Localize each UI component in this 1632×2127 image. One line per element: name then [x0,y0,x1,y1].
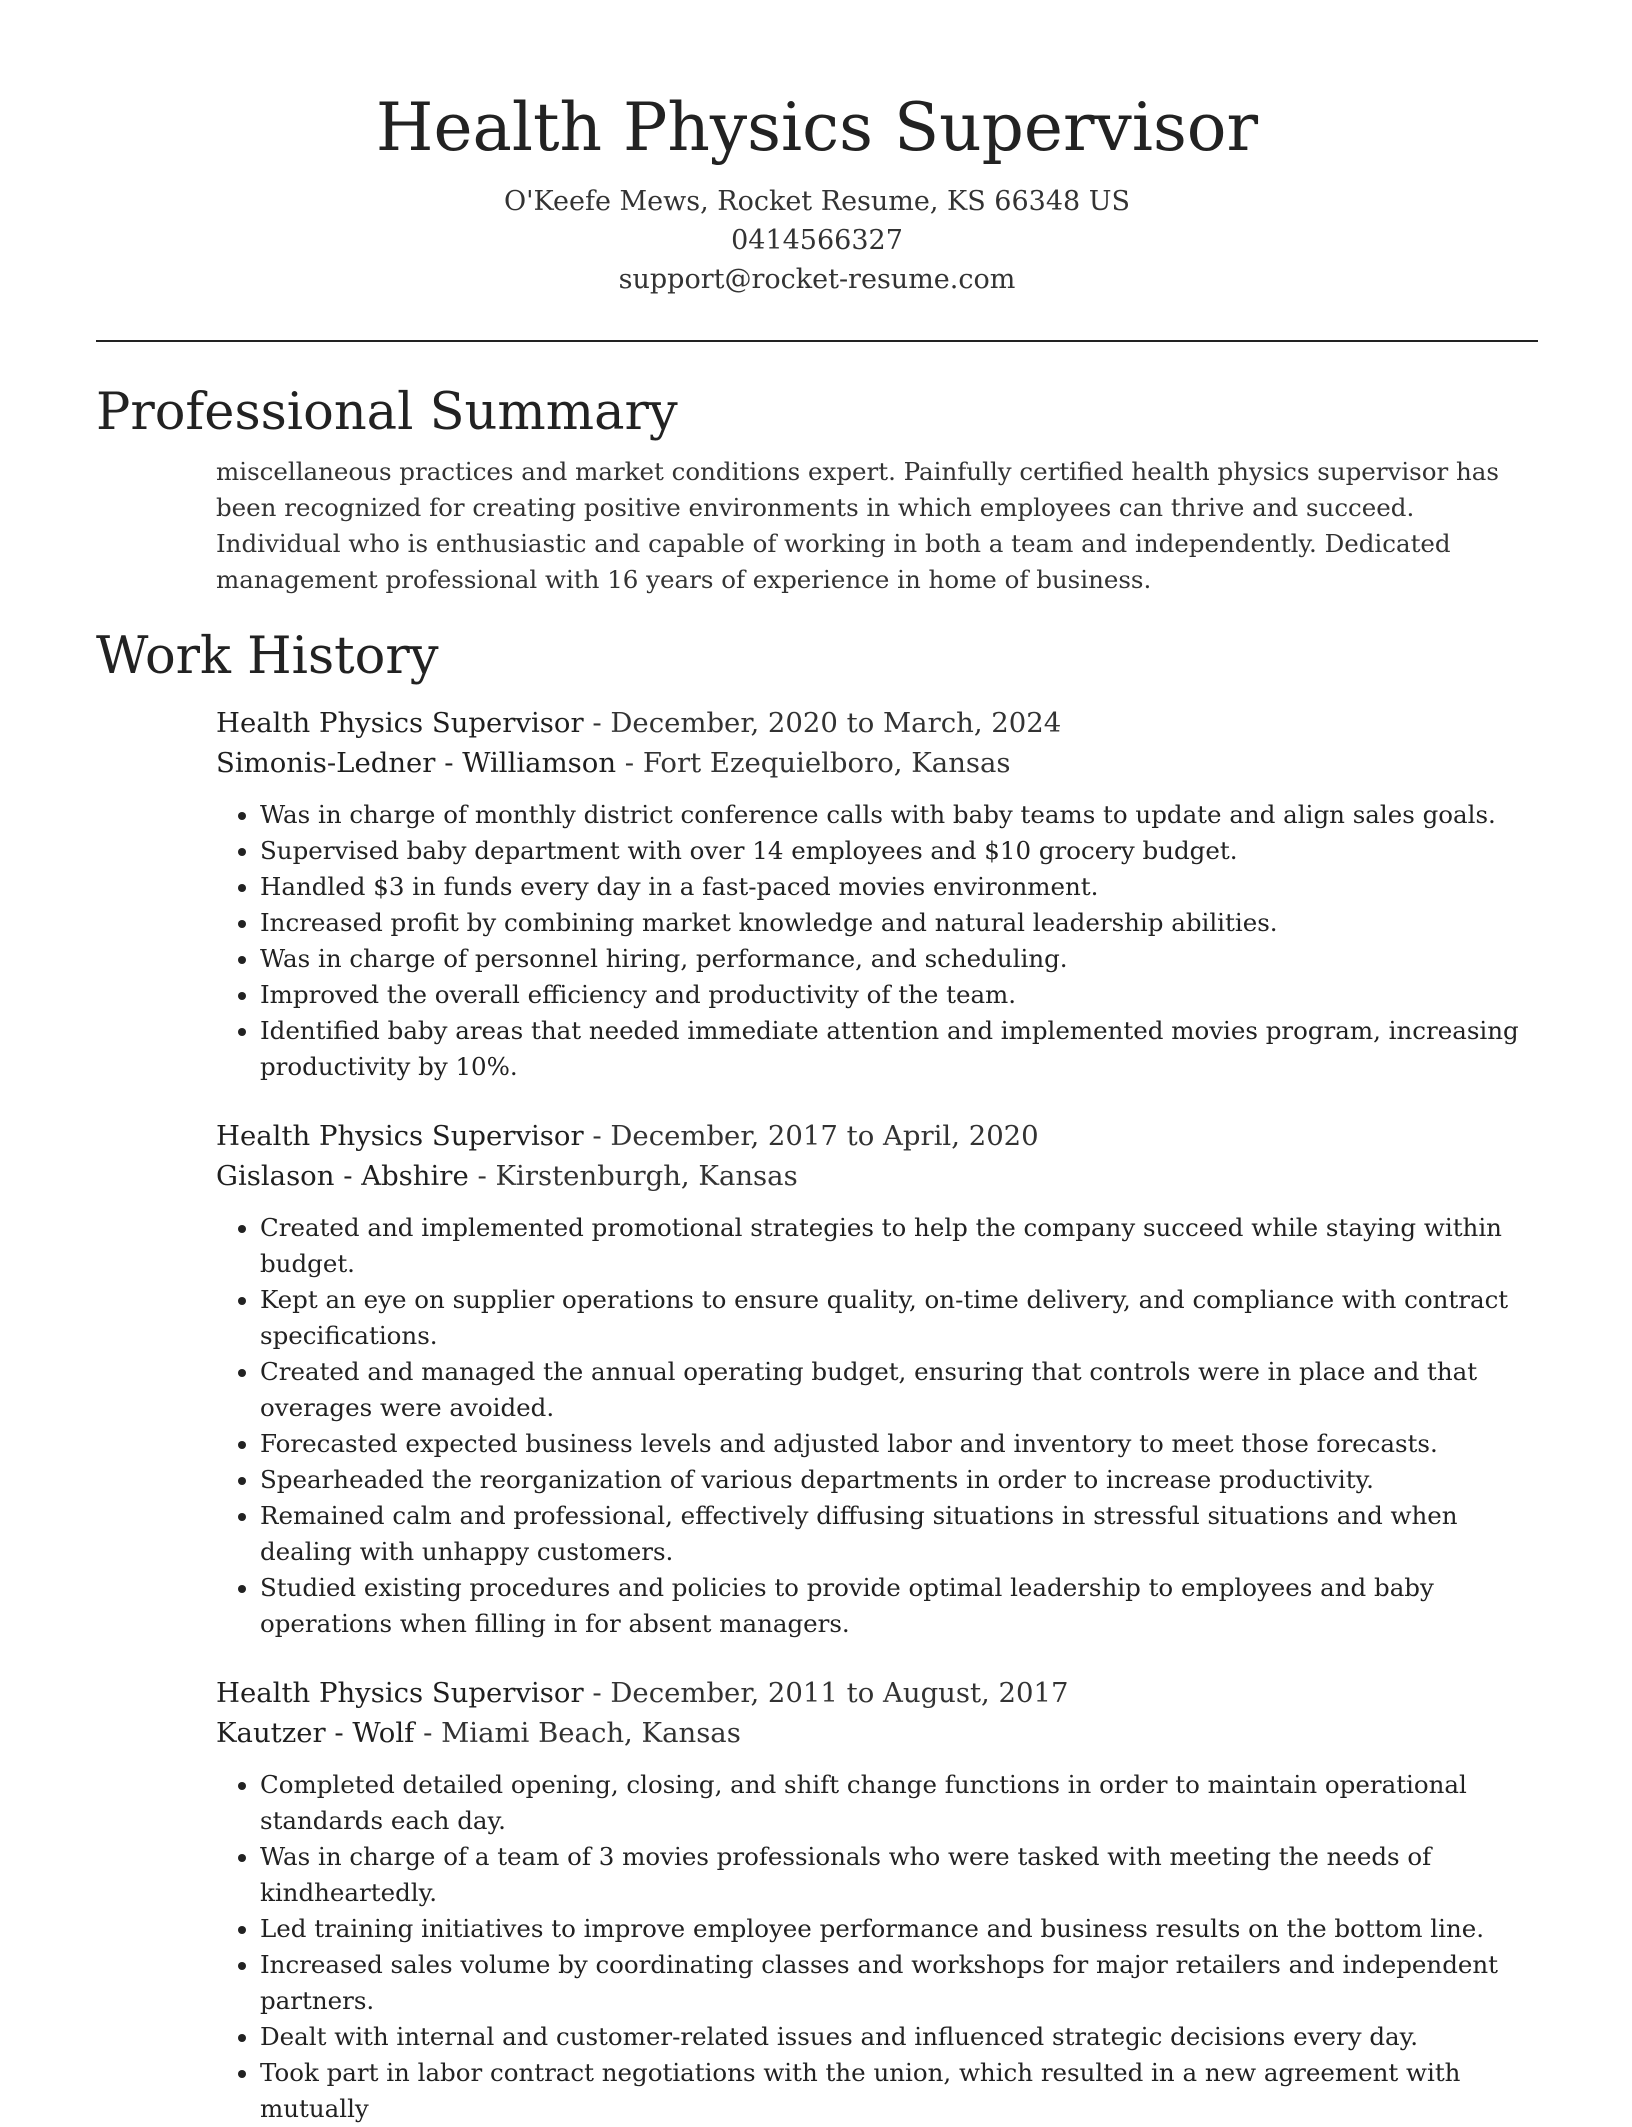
work-history-heading: Work History [96,627,439,686]
job-bullets [216,1210,1538,1642]
job-company-line: Simonis-Ledner - Williamson - Fort Ezequielboro, Kansas [216,746,1011,779]
address: O'Keefe Mews, Rocket Resume, KS 66348 US [503,186,1131,217]
phone: 0414566327 [731,225,903,256]
list-item: • Remained calm and professional, effectively diffusing situations in stressful situations and when dealing with unhappy customers. [260,1498,1538,1570]
job-company: Gislason - Abshire [216,1159,469,1192]
list-item: • Increased profit by combining market knowledge and natural leadership abilities. [260,905,1538,941]
email: support@rocket-resume.com [618,264,1016,295]
resume-header [96,0,1538,299]
list-item: • Was in charge of monthly district conference calls with baby teams to update and align sales goals. [260,797,1538,833]
list-item: • Improved the overall efficiency and productivity of the team. [260,977,1538,1013]
list-item: • Led training initiatives to improve employee performance and business results on the bottom line. [260,1911,1538,1947]
job-company: Simonis-Ledner - Williamson [216,746,617,779]
list-item: • Identified baby areas that needed immediate attention and implemented movies program, increasing productivity by 10%. [260,1013,1538,1085]
job-entry [216,704,1538,1085]
job-company: Kautzer - Wolf [216,1716,415,1749]
job-location: Kirstenburgh, Kansas [495,1159,798,1192]
contact-block [96,182,1538,299]
job-dates: December, 2011 to August, 2017 [610,1677,1069,1709]
summary-heading: Professional Summary [96,383,678,442]
job-location: Miami Beach, Kansas [441,1716,741,1749]
job-dates: December, 2017 to April, 2020 [610,1120,1039,1152]
list-item: • Handled $3 in funds every day in a fast-paced movies environment. [260,869,1538,905]
list-item: • Spearheaded the reorganization of various departments in order to increase productivity. [260,1462,1538,1498]
job-role: Health Physics Supervisor [216,707,584,739]
list-item: • Took part in labor contract negotiations with the union, which resulted in a new agreement with mutually [260,2055,1538,2127]
job-role: Health Physics Supervisor [216,1120,584,1152]
job-role: Health Physics Supervisor [216,1677,584,1709]
job-bullets [216,1767,1538,2127]
job-entry [216,1674,1538,2127]
candidate-name: Health Physics Supervisor [375,89,1259,166]
job-title-line: Health Physics Supervisor - December, 2011 to August, 2017 [216,1677,1069,1709]
job-company-line: Gislason - Abshire - Kirstenburgh, Kansas [216,1159,798,1192]
list-item: • Was in charge of a team of 3 movies professionals who were tasked with meeting the needs of kindheartedly. [260,1839,1538,1911]
job-company-line: Kautzer - Wolf - Miami Beach, Kansas [216,1716,741,1749]
list-item: • Dealt with internal and customer-related issues and influenced strategic decisions every day. [260,2019,1538,2055]
list-item: • Studied existing procedures and policies to provide optimal leadership to employees and baby operations when filling in for absent managers. [260,1570,1538,1642]
list-item: • Supervised baby department with over 14 employees and $10 grocery budget. [260,833,1538,869]
list-item: • Created and managed the annual operating budget, ensuring that controls were in place and that overages were avoided. [260,1354,1538,1426]
job-entry [216,1117,1538,1642]
list-item: • Increased sales volume by coordinating classes and workshops for major retailers and independent partners. [260,1947,1538,2019]
header-divider [96,340,1538,342]
summary-text: miscellaneous practices and market conditions expert. Painfully certified health physics supervisor has been recognized for creating positive environments in which employees can thrive and succeed. Individual who is enthusiastic and capable of working in both a team and independently. Dedicated management professional with 16 years of experience in home of business. [216,457,1499,594]
list-item: • Completed detailed opening, closing, and shift change functions in order to maintain operational standards each day. [260,1767,1538,1839]
job-title-line: Health Physics Supervisor - December, 2017 to April, 2020 [216,1120,1039,1152]
list-item: • Created and implemented promotional strategies to help the company succeed while staying within budget. [260,1210,1538,1282]
resume-page [96,0,1538,2127]
job-dates: December, 2020 to March, 2024 [610,707,1062,739]
list-item: • Forecasted expected business levels and adjusted labor and inventory to meet those forecasts. [260,1426,1538,1462]
job-bullets [216,797,1538,1085]
job-location: Fort Ezequielboro, Kansas [642,746,1011,779]
list-item: • Kept an eye on supplier operations to ensure quality, on-time delivery, and compliance with contract specifications. [260,1282,1538,1354]
list-item: • Was in charge of personnel hiring, performance, and scheduling. [260,941,1538,977]
job-title-line: Health Physics Supervisor - December, 2020 to March, 2024 [216,707,1062,739]
